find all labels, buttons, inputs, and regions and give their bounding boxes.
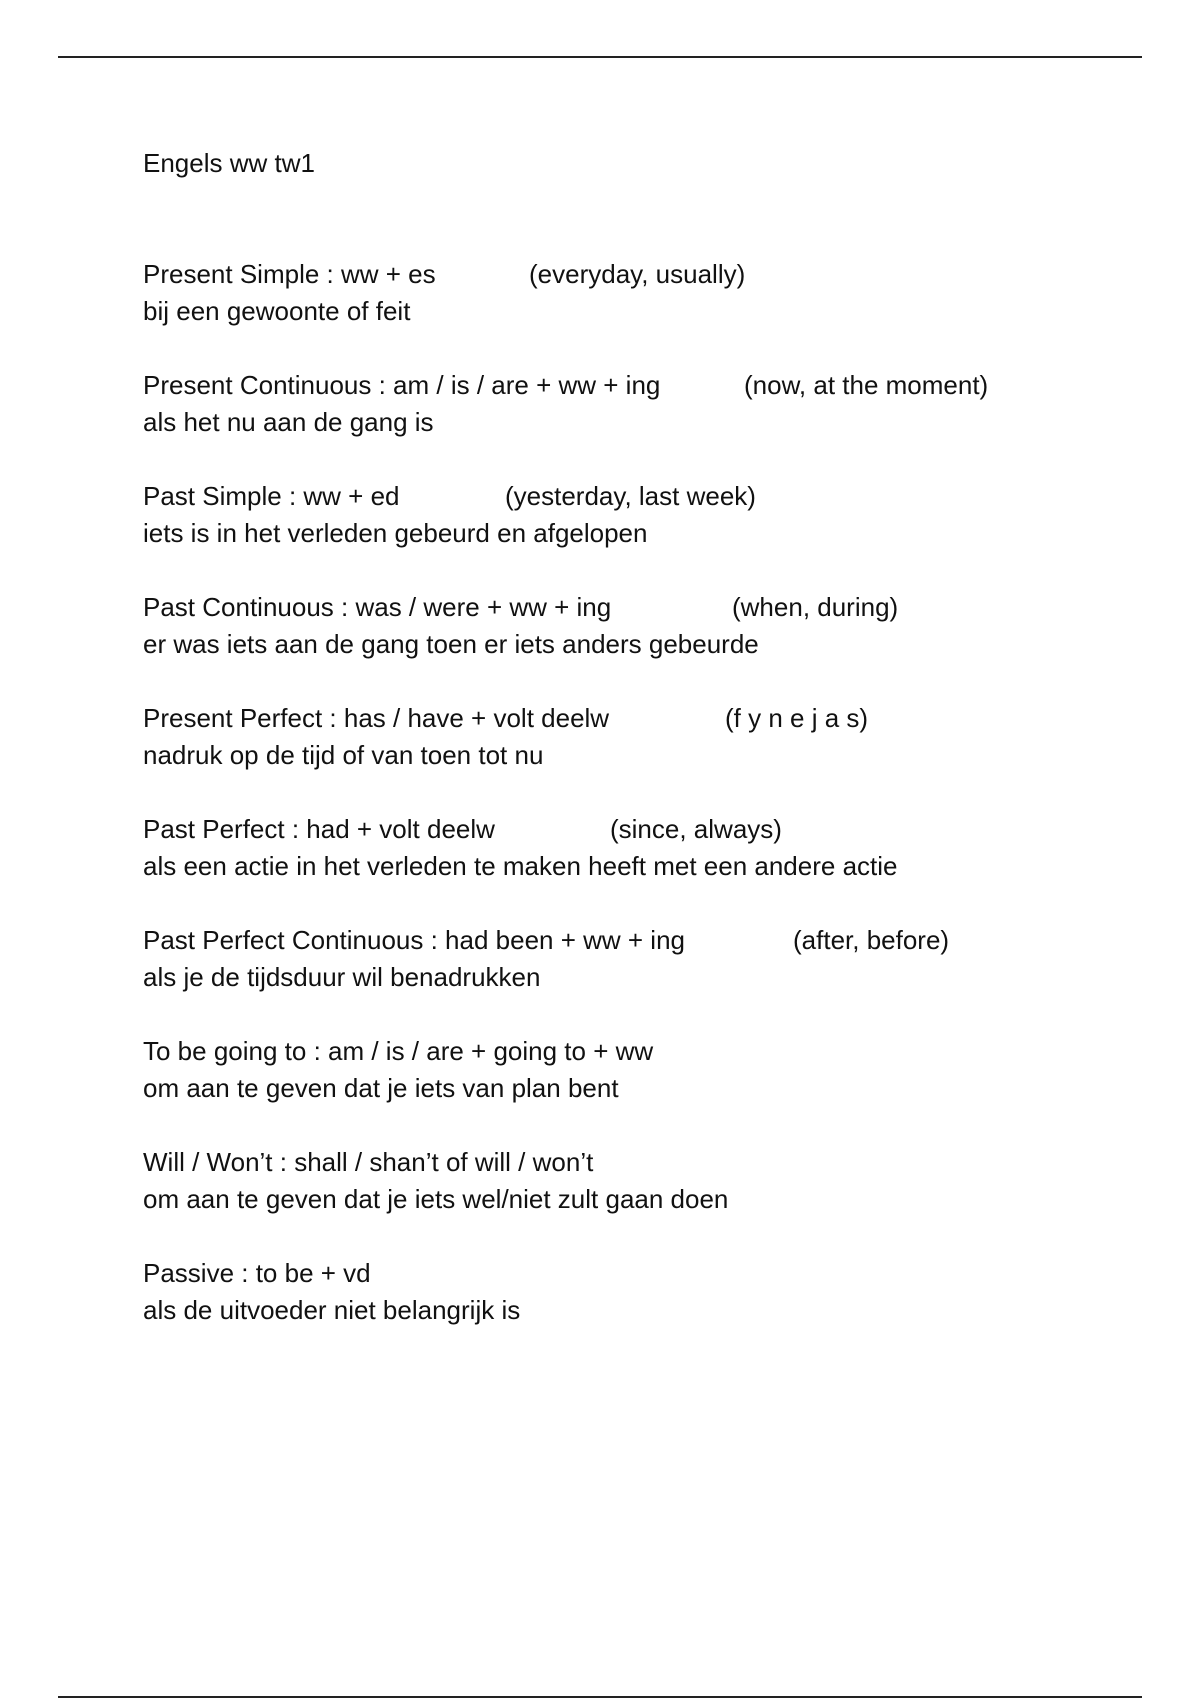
tense-description: als een actie in het verleden te maken heeft met een andere actie: [143, 851, 898, 881]
signal-words: (yesterday, last week): [505, 481, 756, 511]
signal-words: (f y n e j a s): [725, 703, 869, 733]
tense-rule: Past Perfect : had + volt deelw: [143, 814, 495, 844]
signal-words: (when, during): [732, 592, 899, 622]
tense-entry-passive: [143, 1255, 1103, 1366]
tense-description: bij een gewoonte of feit: [143, 296, 411, 326]
tense-description: als je de tijdsduur wil benadrukken: [143, 962, 541, 992]
tense-description: nadruk op de tijd of van toen tot nu: [143, 740, 544, 770]
tense-entry-present-perfect: [143, 700, 1103, 811]
tense-description: er was iets aan de gang toen er iets anders gebeurde: [143, 629, 759, 659]
tense-rule: Passive : to be + vd: [143, 1258, 371, 1288]
signal-words: (after, before): [793, 925, 950, 955]
top-rule: [58, 56, 1142, 58]
tense-description: als het nu aan de gang is: [143, 407, 434, 437]
tense-rule: Will / Won’t : shall / shan’t of will / won’t: [143, 1147, 594, 1177]
signal-words: (since, always): [610, 814, 782, 844]
tense-entry-past-perfect-continuous: [143, 922, 1103, 1033]
tense-description: als de uitvoeder niet belangrijk is: [143, 1295, 521, 1325]
tense-rule: Present Perfect : has / have + volt deelw: [143, 703, 610, 733]
tense-description: iets is in het verleden gebeurd en afgelopen: [143, 518, 648, 548]
document-title: Engels ww tw1: [143, 148, 315, 178]
tense-list: [143, 256, 1103, 1366]
signal-words: (now, at the moment): [744, 370, 989, 400]
tense-rule: Past Continuous : was / were + ww + ing: [143, 592, 612, 622]
tense-rule: To be going to : am / is / are + going to + ww: [143, 1036, 654, 1066]
tense-description: om aan te geven dat je iets wel/niet zult gaan doen: [143, 1184, 729, 1214]
tense-rule: Past Perfect Continuous : had been + ww + ing: [143, 925, 686, 955]
tense-rule: Past Simple : ww + ed: [143, 481, 400, 511]
tense-entry-past-perfect: [143, 811, 1103, 922]
tense-entry-present-simple: [143, 256, 1103, 367]
signal-words: (everyday, usually): [529, 259, 746, 289]
tense-description: om aan te geven dat je iets van plan bent: [143, 1073, 619, 1103]
tense-rule: Present Simple : ww + es: [143, 259, 436, 289]
tense-entry-going-to: [143, 1033, 1103, 1144]
tense-entry-past-simple: [143, 478, 1103, 589]
tense-entry-present-continuous: [143, 367, 1103, 478]
tense-entry-will-wont: [143, 1144, 1103, 1255]
bottom-rule: [58, 1696, 1142, 1698]
tense-entry-past-continuous: [143, 589, 1103, 700]
tense-rule: Present Continuous : am / is / are + ww + ing: [143, 370, 661, 400]
